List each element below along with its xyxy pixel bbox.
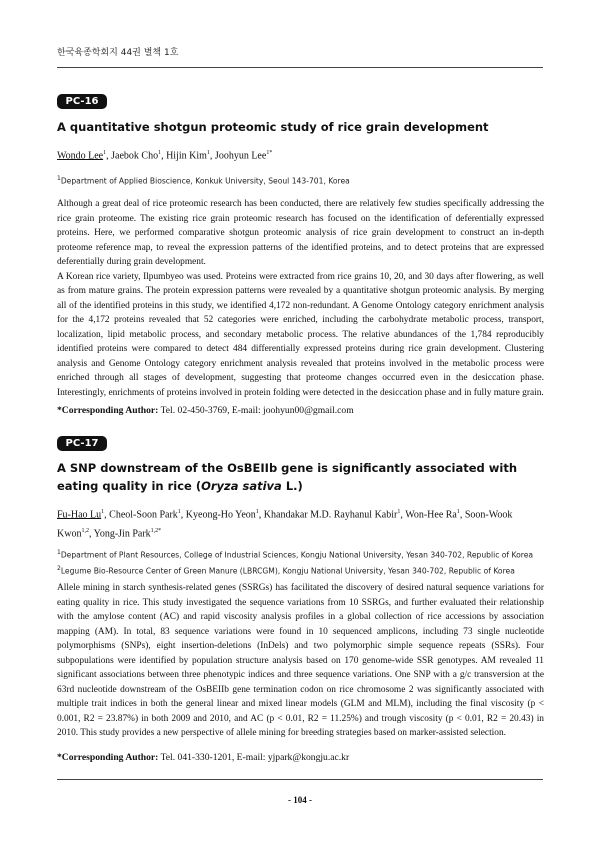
author-affiliation-mark: 1: [206, 150, 210, 156]
corresponding-author-label: *Corresponding Author:: [57, 752, 159, 763]
article-title: [57, 459, 547, 495]
affiliation-mark: 1: [57, 549, 61, 556]
journal-header: 한국육종학회지 44권 별책 1호: [57, 48, 179, 58]
affiliation: [57, 172, 557, 188]
corresponding-author: [57, 752, 349, 763]
author-name: Wondo Lee: [57, 150, 104, 162]
corresponding-author-contact: Tel. 041-330-1201, E-mail: yjpark@kongju.ac.kr: [160, 752, 350, 763]
author-affiliation-mark: 1: [255, 509, 259, 515]
author-list: Fu-Hao Lu$^1$, Cheol-Soon Park$^1$, Kyeong-Ho Yeon$^1$, Khandakar M.D. Rayhanul Kabir$^1$, Won-Hee Ra$^1$, Soon-Wook Kwon$^{1,2}$, Yong-Jin Park$^{1,2*}$: [57, 509, 513, 540]
affiliation-text: Department of Plant Resources, College of Industrial Sciences, Kongju National University, Yesan 340-702, Republic of Korea: [60, 550, 534, 560]
author-affiliation-mark: 1: [177, 509, 181, 515]
author-affiliation-mark: 1: [103, 150, 107, 156]
author-affiliation-mark: 1,2: [81, 528, 89, 535]
abstract-paragraph: A Korean rice variety, Ilpumbyeo was used. Proteins were extracted from rice grains 10, 20, and 30 days after flowering, as well as from mature grains. The protein expression patterns were revealed by a quantitative shotgun proteomic analysis. By merging all of the identified proteins in this study, we identified 4,172 non-redundant. A Genome Ontology category enrichment analysis for the 4,172 proteins revealed that 52 categories were enriched, including the carbohydrate metabolic process, transport, localization, lipid metabolic process, and secondary metabolic process. The relative abundances of the 1,784 reproducibly identified proteins were compared to detect 484 differentially expressed proteins during rice grain development. Clustering analysis and Genome Ontology category enrichment analysis revealed that proteins involved in the metabolic process were enriched through all stages of development, suggesting that proteome changes occurred even in the desiccation phase. Interestingly, enrichments of proteins involved in protein folding were detected in the desiccation phase and in fully mature grain.: [57, 271, 544, 398]
corresponding-author-label: *Corresponding Author:: [57, 405, 159, 416]
author-name: Joohyun Lee: [214, 150, 267, 162]
author-name: Yong-Jin Park: [93, 528, 151, 540]
article-id-badge: PC-16: [57, 94, 107, 109]
affiliation: [57, 546, 557, 577]
author-affiliation-mark: 1*: [266, 150, 273, 156]
author-name: Won-Hee Ra: [405, 509, 457, 521]
affiliation-text: Legume Bio-Resource Center of Green Manure (LBRCGM), Kongju National University, Yesan 340-702, Republic of Korea: [60, 566, 515, 576]
corresponding-author: [57, 405, 354, 416]
author-list: Wondo Lee$^1$, Jaebok Cho$^1$, Hijin Kim$^1$, Joohyun Lee$^{1*}$: [57, 150, 273, 162]
author-affiliation-mark: 1: [397, 509, 401, 515]
author-affiliation-mark: 1,2*: [150, 528, 162, 535]
article-title-species: Oryza sativa: [201, 479, 282, 493]
author-name: Kyeong-Ho Yeon: [185, 509, 256, 521]
affiliation-mark: 2: [57, 564, 61, 572]
page-number: - 104 -: [288, 795, 312, 805]
article-id-badge: PC-17: [57, 436, 107, 451]
abstract: [57, 197, 544, 400]
affiliation-text: Department of Applied Bioscience, Konkuk University, Seoul 143-701, Korea: [60, 176, 350, 186]
abstract-paragraph: Allele mining in starch synthesis-related genes (SSRGs) has facilitated the discovery of desired natural sequence variations for eating quality in rice. This study investigated the sequence variations from 10 SSRGs, and further evaluated their relationship with the amylose content (AC) and rapid viscosity analysis profiles in a global collection of rice accessions by association mapping (AM). In total, 83 sequence variations were found in 10 sequenced amplicons, including 73 single nucleotide polymorphisms (SNPs), eight insertion-deletions (InDels) and two polymorphic simple sequence repeats (SSRs). Four subpopulations were identified by population structure analysis based on 170 genome-wide SSR genotypes. AM revealed 11 significant associations between three phenotypic indices and three sequence variations. One SNP with a g/c transversion at the 63rd nucleotide downstream of the OsBEIIb gene termination codon on rice chromosome 2 was significantly associated with multiple trait indices in both the general linear and mixed linear models (GLM and MLM), including the final viscosity (p < 0.001, R2 = 23.87%) in both 2009 and 2010, and AC (p < 0.01, R2 = 11.25%) and trough viscosity (p < 0.01, R2 = 20.43) in 2010. This study provides a new perspective of allele mining for breeding strategies based on marker-assisted selection.: [57, 583, 544, 738]
author-affiliation-mark: 1: [456, 509, 460, 515]
author-name: Jaebok Cho: [111, 150, 159, 162]
abstract-paragraph: Although a great deal of rice proteomic research has been conducted, there are relatively few studies specifically addressing the rice grain proteome. The existing rice grain proteomic research has focused on the identification of deferentially expressed proteins. Here, we performed comparative shotgun proteomic analysis of rice grain development to construct an in-depth proteome reference map, to reveal the expression patterns of the identified proteins, and to detect proteins that are expressed deferentially during grain development.: [57, 199, 544, 267]
article-title-text: A SNP downstream of the OsBEIIb gene is significantly associated with eating quality in rice (: [57, 461, 518, 493]
author-name: Hijin Kim: [166, 150, 207, 162]
author-name: Fu-Hao Lu: [57, 509, 102, 521]
author-affiliation-mark: 1: [158, 150, 162, 156]
author-affiliation-mark: 1: [101, 509, 105, 515]
abstract: [57, 581, 544, 741]
header-divider: [57, 67, 543, 68]
author-name: Khandakar M.D. Rayhanul Kabir: [263, 509, 398, 521]
author-name: Soon-Wook Kwon: [57, 509, 513, 540]
author-name: Cheol-Soon Park: [109, 509, 178, 521]
article-title: A quantitative shotgun proteomic study of rice grain development: [57, 120, 489, 134]
article-title-text-end: L.): [281, 479, 303, 493]
footer-divider: [57, 779, 543, 780]
affiliation-mark: 1: [57, 175, 61, 182]
corresponding-author-contact: Tel. 02-450-3769, E-mail: joohyun00@gmail.com: [160, 405, 354, 416]
